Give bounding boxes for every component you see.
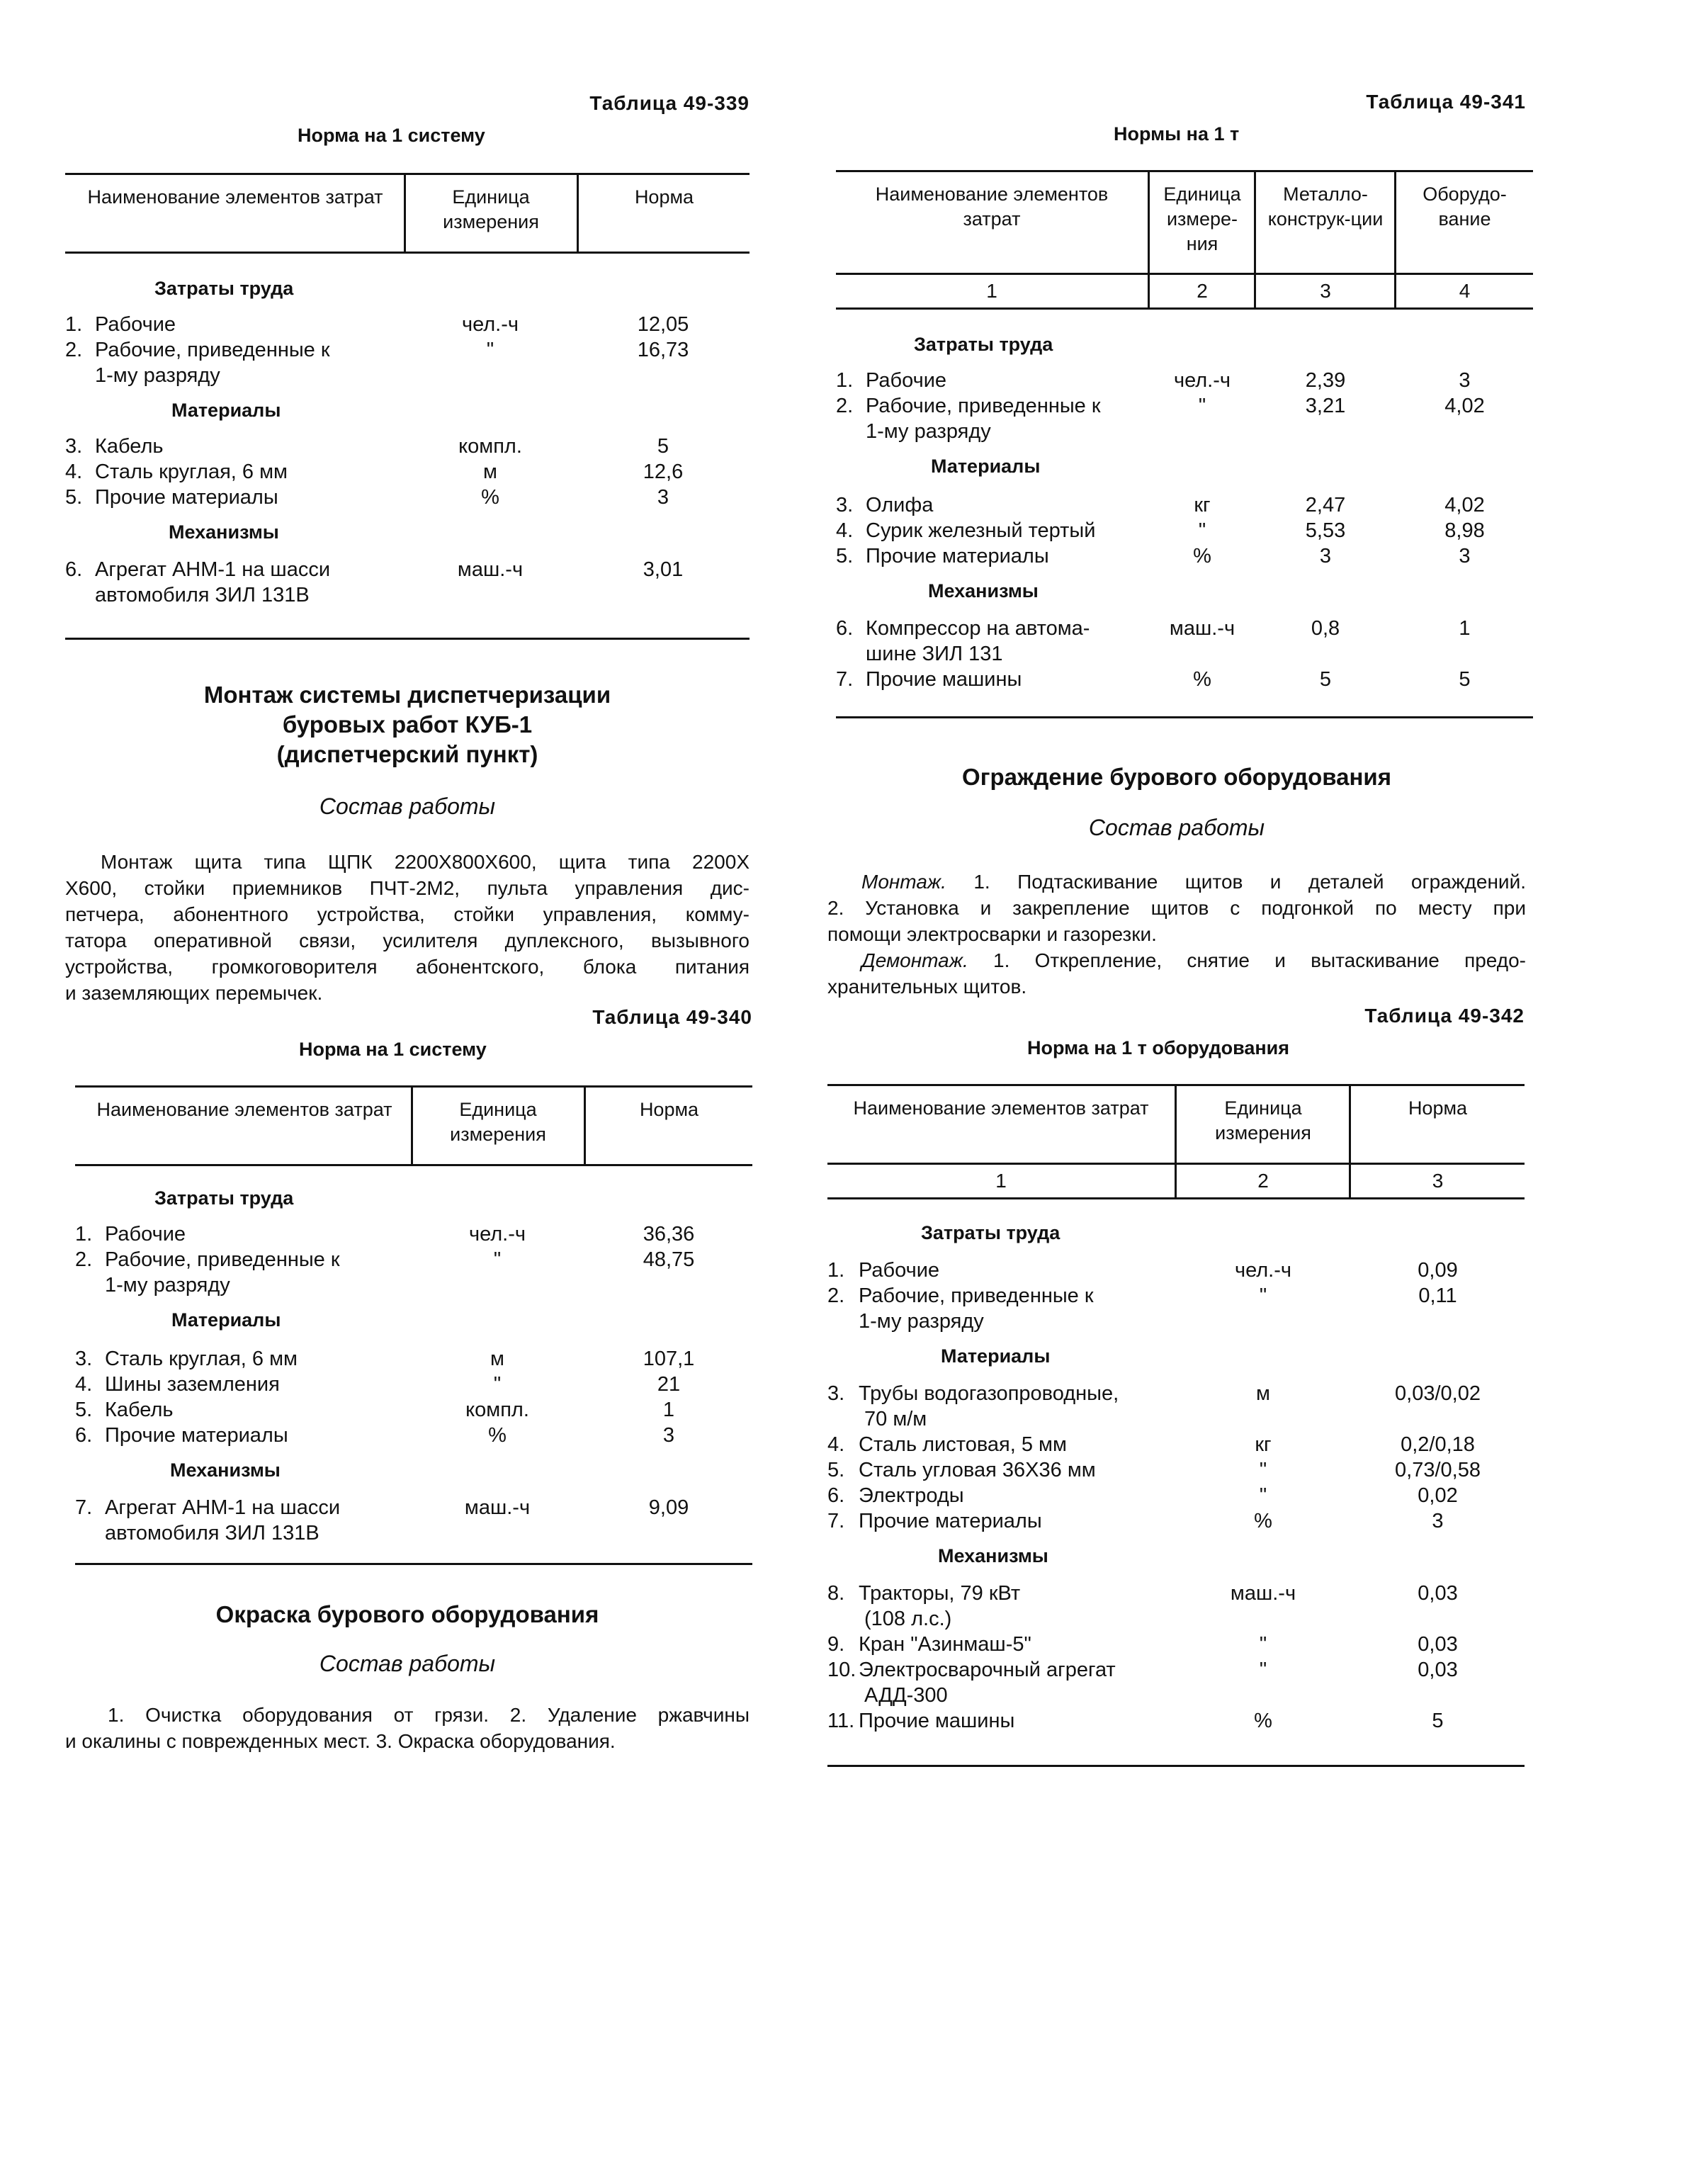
row-number: 6. [65, 558, 83, 581]
paragraph-line [827, 947, 1526, 973]
row-value: 5 [1432, 1710, 1444, 1732]
row-value: 0,11 [1418, 1284, 1457, 1307]
paragraph-line: Х600, стойки приемников ПЧТ-2М2, пульта управления дис- [65, 877, 750, 899]
table-label-49-340: Таблица 49-340 [592, 1006, 752, 1028]
row-number: 7. [827, 1510, 845, 1532]
row-unit: маш.-ч [1230, 1582, 1296, 1605]
row-number: 3. [75, 1348, 93, 1370]
row-name: Сталь круглая, 6 мм [95, 461, 288, 483]
table-body [836, 310, 1533, 718]
row-name: 70 м/м [864, 1408, 927, 1430]
row-unit: маш.-ч [457, 558, 524, 581]
section-title: Материалы [941, 1345, 1051, 1367]
row-value: 2,47 [1305, 494, 1346, 516]
row-name: Сталь круглая, 6 мм [105, 1348, 298, 1370]
row-value: 3 [1432, 1510, 1444, 1532]
row-unit: % [1254, 1510, 1272, 1532]
row-unit: " [1198, 519, 1206, 542]
section-heading [65, 680, 750, 769]
paragraph-text: 1. Открепление, снятие и вытаскивание предо- [993, 949, 1526, 971]
row-unit: % [481, 486, 499, 509]
header-norm: Норма [639, 1099, 699, 1120]
row-value: 5 [1459, 668, 1471, 691]
row-name: Кабель [105, 1399, 174, 1421]
row-number: 1. [75, 1223, 93, 1246]
row-value: 3,21 [1305, 395, 1346, 417]
header-cost-elements: Наименование элементов затрат [87, 186, 383, 208]
row-value: 3 [1459, 369, 1471, 392]
row-name: Агрегат АНМ-1 на шасси [95, 558, 331, 581]
row-value: 5,53 [1305, 519, 1346, 542]
table-49-341 [836, 170, 1533, 718]
row-value: 4,02 [1444, 395, 1485, 417]
row-name: Агрегат АНМ-1 на шасси [105, 1496, 341, 1519]
work-description [65, 849, 750, 1006]
work-description [827, 869, 1526, 1000]
row-unit: чел.-ч [1173, 369, 1231, 392]
row-value: 3,01 [643, 558, 684, 581]
table-header [65, 173, 750, 254]
table-49-339 [65, 173, 750, 640]
row-number: 2. [65, 339, 83, 361]
table-49-340 [75, 1085, 752, 1565]
dismantling-label: Демонтаж. [861, 949, 968, 971]
row-value: 0,03 [1418, 1582, 1458, 1605]
section-title: Материалы [931, 456, 1041, 477]
row-number: 6. [827, 1484, 845, 1507]
header-cost-elements: Наименование элементов затрат [875, 183, 1109, 230]
row-unit: " [493, 1248, 502, 1271]
row-unit: кг [1194, 494, 1211, 516]
row-number: 11. [827, 1710, 855, 1732]
row-name: Трубы водогазопроводные, [859, 1382, 1119, 1405]
section-heading: Окраска бурового оборудования [215, 1601, 599, 1627]
table-norm-caption: Норма на 1 систему [298, 125, 485, 146]
row-number: 5. [75, 1399, 93, 1421]
column-number: 2 [1197, 280, 1208, 302]
row-unit: " [486, 339, 494, 361]
row-value: 5 [1319, 668, 1332, 691]
row-value: 36,36 [643, 1223, 695, 1246]
row-number: 5. [65, 486, 83, 509]
row-value: 0,03 [1418, 1659, 1458, 1681]
row-name: Электросварочный агрегат [859, 1659, 1116, 1681]
row-name: Рабочие [866, 369, 947, 392]
section-title: Материалы [171, 400, 281, 421]
table-header [836, 170, 1533, 275]
row-value: 21 [657, 1373, 681, 1396]
row-value: 1 [1459, 617, 1471, 640]
section-title: Механизмы [938, 1545, 1048, 1566]
section-title: Механизмы [928, 580, 1039, 602]
row-name: Прочие материалы [95, 486, 278, 509]
paragraph-line: хранительных щитов. [827, 976, 1027, 998]
row-name: 1-му разряду [866, 420, 991, 443]
row-name: Кран "Азинмаш-5" [859, 1633, 1031, 1656]
row-value: 1 [662, 1399, 675, 1421]
row-number: 5. [827, 1459, 845, 1481]
column-number-row [827, 1165, 1525, 1199]
column-number: 4 [1459, 280, 1471, 302]
work-composition-title: Состав работы [319, 794, 496, 819]
row-unit: % [1193, 545, 1211, 567]
row-name: Прочие машины [859, 1710, 1015, 1732]
row-value: 0,03 [1418, 1633, 1458, 1656]
paragraph-line: и окалины с поврежденных мест. 3. Окраска оборудования. [65, 1730, 616, 1752]
row-name: Прочие материалы [105, 1424, 288, 1447]
row-unit: м [1256, 1382, 1270, 1405]
row-unit: компл. [458, 435, 522, 458]
row-name: автомобиля ЗИЛ 131В [105, 1522, 319, 1544]
paragraph-line: Монтаж щита типа ЩПК 2200Х800Х600, щита типа 2200Х [101, 851, 750, 873]
section-title: Затраты труда [921, 1222, 1061, 1243]
work-description [65, 1702, 750, 1754]
row-value: 2,39 [1305, 369, 1346, 392]
row-name: Электроды [859, 1484, 964, 1507]
row-unit: " [1259, 1284, 1267, 1307]
row-number: 2. [75, 1248, 93, 1271]
row-name: Рабочие, приведенные к [95, 339, 330, 361]
row-name: Сталь угловая 36Х36 мм [859, 1459, 1096, 1481]
column-number: 3 [1320, 280, 1331, 302]
paragraph-line: татора оперативной связи, усилителя дуплексного, вызывного [65, 930, 750, 951]
header-norm: Норма [1408, 1097, 1468, 1119]
row-name: Рабочие, приведенные к [866, 395, 1101, 417]
table-body [827, 1199, 1525, 1767]
row-unit: " [493, 1373, 502, 1396]
row-unit: " [1259, 1484, 1267, 1507]
row-number: 2. [827, 1284, 845, 1307]
table-norm-caption: Норма на 1 т оборудования [1027, 1037, 1290, 1058]
row-unit: кг [1255, 1433, 1272, 1456]
row-number: 4. [827, 1433, 845, 1456]
paragraph-text: 1. Подтаскивание щитов и деталей ограждений. [973, 871, 1526, 893]
header-unit: Единица измерения [1215, 1097, 1311, 1143]
row-number: 8. [827, 1582, 845, 1605]
column-number: 1 [986, 280, 997, 302]
header-unit: Единица измерения [443, 186, 539, 232]
row-value: 3 [657, 486, 669, 509]
row-number: 6. [836, 617, 854, 640]
table-body [75, 1166, 752, 1565]
row-name: Прочие материалы [866, 545, 1049, 567]
row-value: 3 [1319, 545, 1332, 567]
column-number: 3 [1432, 1170, 1444, 1192]
row-value: 12,05 [637, 313, 689, 336]
section-title: Затраты труда [914, 334, 1053, 355]
row-number: 3. [827, 1382, 845, 1405]
column-number-row [836, 275, 1533, 310]
row-value: 48,75 [643, 1248, 695, 1271]
row-unit: чел.-ч [468, 1223, 526, 1246]
row-value: 0,8 [1311, 617, 1340, 640]
row-name: Прочие машины [866, 668, 1022, 691]
row-number: 5. [836, 545, 854, 567]
paragraph-line: и заземляющих перемычек. [65, 982, 323, 1004]
row-number: 1. [65, 313, 83, 336]
row-name: Рабочие, приведенные к [105, 1248, 340, 1271]
row-unit: м [490, 1348, 504, 1370]
row-number: 4. [65, 461, 83, 483]
row-name: автомобиля ЗИЛ 131В [95, 584, 310, 606]
row-name: Рабочие [95, 313, 176, 336]
row-number: 4. [75, 1373, 93, 1396]
row-value: 5 [657, 435, 669, 458]
row-name: Компрессор на автома- [866, 617, 1090, 640]
row-unit: " [1198, 395, 1206, 417]
row-unit: % [1254, 1710, 1272, 1732]
paragraph-line: устройства, громкоговорителя абонентского, блока питания [65, 956, 750, 978]
paragraph-line: 2. Установка и закрепление щитов с подгонкой по месту при [827, 897, 1526, 919]
table-label-49-342: Таблица 49-342 [1364, 1005, 1525, 1027]
row-number: 3. [65, 435, 83, 458]
row-value: 0,02 [1418, 1484, 1458, 1507]
row-unit: " [1259, 1659, 1267, 1681]
row-name: (108 л.с.) [864, 1608, 952, 1630]
row-value: 4,02 [1444, 494, 1485, 516]
row-name: шине ЗИЛ 131 [866, 643, 1003, 665]
row-value: 12,6 [643, 461, 684, 483]
section-title: Механизмы [169, 521, 279, 543]
row-unit: % [488, 1424, 507, 1447]
row-value: 3 [1459, 545, 1471, 567]
row-number: 4. [836, 519, 854, 542]
row-name: АДД-300 [864, 1684, 948, 1707]
heading-line: (диспетчерский пункт) [276, 741, 538, 767]
row-unit: чел.-ч [461, 313, 519, 336]
row-name: Тракторы, 79 кВт [859, 1582, 1021, 1605]
section-title: Затраты труда [154, 1187, 294, 1209]
row-name: Шины заземления [105, 1373, 280, 1396]
row-unit: маш.-ч [464, 1496, 531, 1519]
paragraph-line: петчера, абонентного устройства, стойки управления, комму- [65, 903, 750, 925]
row-number: 10. [827, 1659, 856, 1681]
header-unit: Единица измерения [450, 1099, 546, 1145]
row-name: Рабочие [859, 1259, 940, 1282]
heading-line: буровых работ КУБ-1 [282, 711, 533, 738]
row-name: Сталь листовая, 5 мм [859, 1433, 1067, 1456]
header-metal-structures: Металло-конструк-ции [1267, 183, 1384, 230]
row-unit: % [1193, 668, 1211, 691]
table-norm-caption: Нормы на 1 т [1114, 123, 1240, 145]
paragraph-line [827, 869, 1526, 895]
section-title: Механизмы [170, 1459, 281, 1481]
table-label-49-339: Таблица 49-339 [589, 92, 750, 114]
row-name: Олифа [866, 494, 934, 516]
header-cost-elements: Наименование элементов затрат [96, 1099, 392, 1120]
column-number: 1 [995, 1170, 1007, 1192]
row-number: 1. [827, 1259, 845, 1282]
row-unit: компл. [465, 1399, 529, 1421]
row-value: 3 [662, 1424, 675, 1447]
heading-line: Монтаж системы диспетчеризации [203, 682, 611, 708]
row-value: 0,03/0,02 [1395, 1382, 1481, 1405]
header-norm: Норма [634, 186, 694, 208]
row-unit: " [1259, 1633, 1267, 1656]
row-unit: " [1259, 1459, 1267, 1481]
table-label-49-341: Таблица 49-341 [1366, 91, 1526, 113]
row-name: Рабочие [105, 1223, 186, 1246]
row-value: 0,2/0,18 [1401, 1433, 1475, 1456]
row-value: 8,98 [1444, 519, 1485, 542]
row-unit: чел.-ч [1234, 1259, 1292, 1282]
header-unit: Единица измере-ния [1163, 183, 1241, 254]
row-value: 0,73/0,58 [1395, 1459, 1481, 1481]
table-header [827, 1084, 1525, 1165]
row-number: 9. [827, 1633, 845, 1656]
row-number: 7. [836, 668, 854, 691]
row-name: Рабочие, приведенные к [859, 1284, 1094, 1307]
row-number: 1. [836, 369, 854, 392]
header-equipment: Оборудо-вание [1423, 183, 1507, 230]
row-value: 9,09 [648, 1496, 689, 1519]
table-49-342 [827, 1084, 1525, 1767]
table-norm-caption: Норма на 1 систему [299, 1039, 487, 1060]
row-name: 1-му разряду [105, 1274, 230, 1297]
row-number: 7. [75, 1496, 93, 1519]
row-number: 3. [836, 494, 854, 516]
row-name: Прочие материалы [859, 1510, 1042, 1532]
table-header [75, 1085, 752, 1166]
montage-label: Монтаж. [861, 871, 946, 893]
paragraph-line: 1. Очистка оборудования от грязи. 2. Удаление ржавчины [108, 1704, 750, 1726]
row-unit: маш.-ч [1169, 617, 1235, 640]
paragraph-line: помощи электросварки и газорезки. [827, 923, 1157, 945]
row-value: 0,09 [1418, 1259, 1458, 1282]
work-composition-title: Состав работы [1088, 815, 1265, 840]
header-cost-elements: Наименование элементов затрат [853, 1097, 1149, 1119]
section-title: Материалы [171, 1309, 281, 1331]
work-composition-title: Состав работы [319, 1651, 496, 1676]
table-body [65, 254, 750, 640]
section-heading: Ограждение бурового оборудования [962, 764, 1391, 790]
row-name: Кабель [95, 435, 164, 458]
column-number: 2 [1257, 1170, 1269, 1192]
row-number: 2. [836, 395, 854, 417]
row-value: 16,73 [637, 339, 689, 361]
row-name: Сурик железный тертый [866, 519, 1096, 542]
row-name: 1-му разряду [859, 1310, 984, 1333]
row-value: 107,1 [643, 1348, 695, 1370]
row-name: 1-му разряду [95, 364, 220, 387]
row-number: 6. [75, 1424, 93, 1447]
section-title: Затраты труда [154, 278, 294, 299]
row-unit: м [483, 461, 497, 483]
